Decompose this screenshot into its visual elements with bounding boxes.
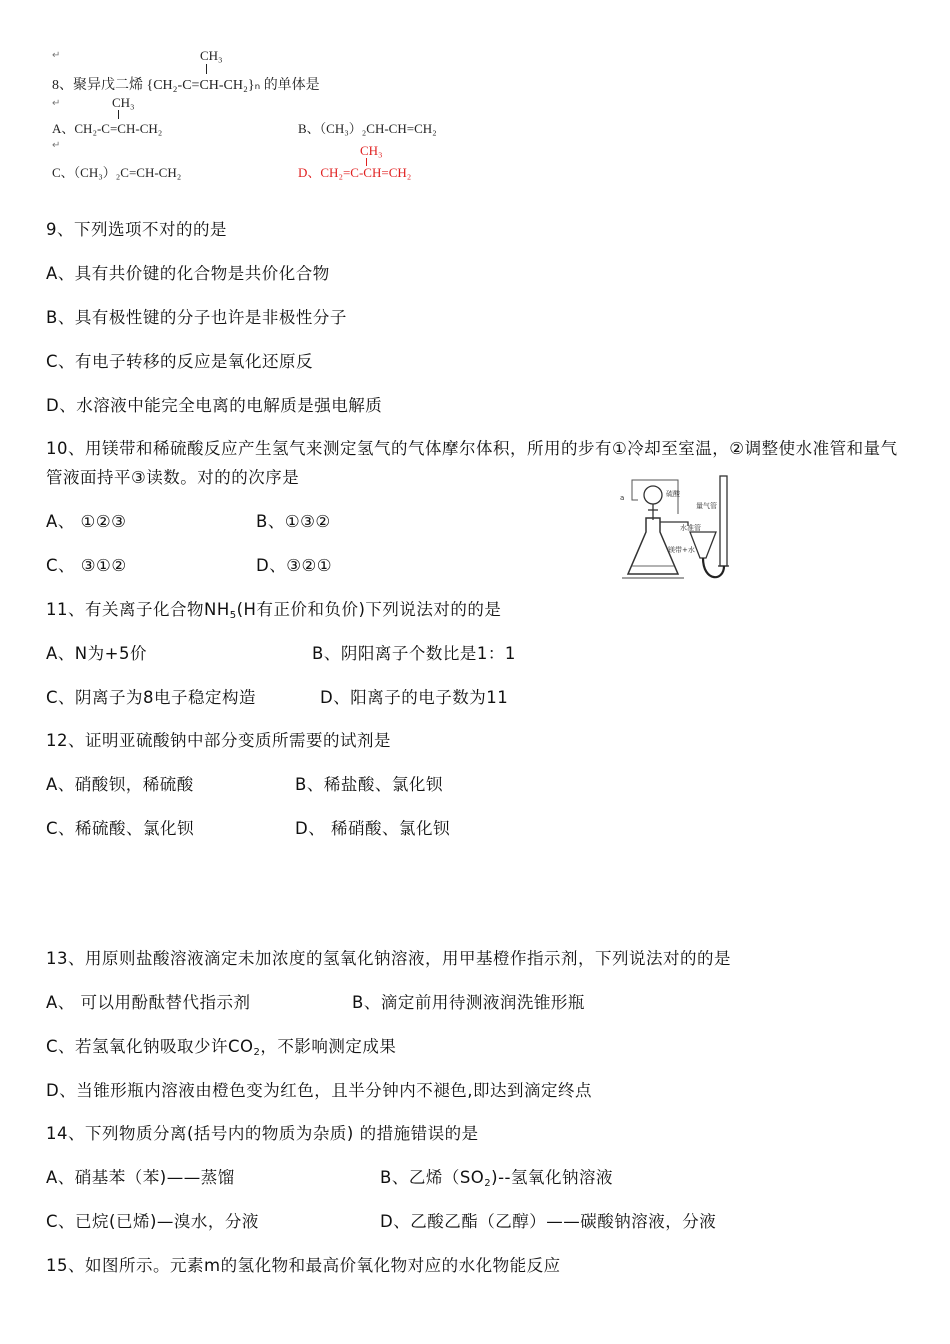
q9-option-b: B、具有极性键的分子也许是非极性分子 xyxy=(46,308,347,327)
q11-stem xyxy=(46,600,501,626)
gas-measurement-apparatus xyxy=(618,470,748,585)
q8-bond-line xyxy=(206,64,207,74)
figure-label-mg: 镁带+水 xyxy=(668,546,695,554)
q9-option-d: D、水溶液中能完全电离的电解质是强电解质 xyxy=(46,396,383,415)
q14-b-sub: 2 xyxy=(484,1178,492,1189)
q11-stem-prefix: 11、有关离子化合物NH xyxy=(46,600,230,619)
q8-option-d: D、CH₂=C-CH=CH₂ xyxy=(298,165,412,180)
paragraph-mark: ↵ xyxy=(52,98,61,109)
q8-polymer: {CH₂-C=CH-CH₂}ₙ xyxy=(146,78,261,93)
q8-stem-suffix: 的单体是 xyxy=(263,78,320,93)
q13-option-d: D、当锥形瓶内溶液由橙色变为红色，且半分钟内不褪色,即达到滴定终点 xyxy=(46,1081,592,1100)
q11-option-c: C、阴离子为8电子稳定构造 xyxy=(46,688,257,707)
q12-option-c: C、稀硫酸、氯化钡 xyxy=(46,819,195,838)
figure-label-a: a xyxy=(620,494,625,502)
q13-option-a: A、 可以用酚酞替代指示剂 xyxy=(46,993,251,1012)
q11-option-b: B、阴阳离子个数比是1：1 xyxy=(312,644,516,663)
q11-option-a: A、N为+5价 xyxy=(46,644,147,663)
q14-option-d: D、乙酸乙酯（乙醇）——碳酸钠溶液，分液 xyxy=(380,1212,717,1231)
q13-c-sub: 2 xyxy=(253,1047,261,1058)
q13-c-prefix: C、若氢氧化钠吸取少许CO xyxy=(46,1037,254,1056)
q14-b-prefix: B、乙烯（SO xyxy=(380,1168,485,1187)
q13-stem: 13、用原则盐酸溶液滴定未加浓度的氢氧化钠溶液，用甲基橙作指示剂，下列说法对的的是 xyxy=(46,949,731,968)
figure-label-acid: 硫酸 xyxy=(666,490,680,498)
q13-option-b: B、滴定前用待测液润洗锥形瓶 xyxy=(352,993,585,1012)
q14-option-c: C、已烷(已烯)—溴水，分液 xyxy=(46,1212,259,1231)
q8-stem-prefix: 8、聚异戊二烯 xyxy=(52,78,143,93)
q10-option-a: A、 ①②③ xyxy=(46,512,127,531)
q10-option-b: B、①③② xyxy=(256,512,331,531)
q9-stem: 9、下列选项不对的的是 xyxy=(46,220,227,239)
q12-option-b: B、稀盐酸、氯化钡 xyxy=(295,775,443,794)
q9-option-c: C、有电子转移的反应是氧化还原反 xyxy=(46,352,314,371)
figure-label-gas-tube: 量气管 xyxy=(696,502,717,510)
q14-option-b xyxy=(380,1168,613,1194)
q15-stem: 15、如图所示。元素m的氢化物和最高价氧化物对应的水化物能反应 xyxy=(46,1256,561,1275)
q10-option-c: C、 ③①② xyxy=(46,556,127,575)
q10-option-d: D、③②① xyxy=(256,556,333,575)
q8-option-b: B、（CH₃）₂CH-CH=CH₂ xyxy=(298,121,437,136)
q12-option-a: A、硝酸钡，稀硫酸 xyxy=(46,775,194,794)
q9-option-a: A、具有共价键的化合物是共价化合物 xyxy=(46,264,330,283)
q8-d-ch3: CH₃ xyxy=(360,143,383,158)
q14-b-suffix: )--氢氧化钠溶液 xyxy=(491,1168,614,1187)
figure-label-level-tube: 水准管 xyxy=(680,524,701,532)
q8-option-c: C、（CH₃）₂C=CH-CH₂ xyxy=(52,165,182,180)
q11-stem-sub: 5 xyxy=(229,610,237,621)
q8-ch3-top: CH₃ xyxy=(200,48,223,63)
q11-option-d: D、阳离子的电子数为11 xyxy=(320,688,509,707)
q11-stem-suffix: (H有正价和负价)下列说法对的的是 xyxy=(236,600,502,619)
q12-stem: 12、证明亚硫酸钠中部分变质所需要的试剂是 xyxy=(46,731,391,750)
q13-c-suffix: ，不影响测定成果 xyxy=(260,1037,397,1056)
q8-option-a: A、CH₂-C=CH-CH₂ xyxy=(52,121,163,136)
paragraph-mark: ↵ xyxy=(52,140,61,151)
q8-a-ch3: CH₃ xyxy=(112,95,135,110)
q12-option-d: D、 稀硝酸、氯化钡 xyxy=(295,819,450,838)
q10-stem: 10、用镁带和稀硫酸反应产生氢气来测定氢气的气体摩尔体积，所用的步有①冷却至室温，②调整使水准管和量气管液面持平③读数。对的的次序是 xyxy=(46,439,898,487)
q14-option-a: A、硝基苯（苯)——蒸馏 xyxy=(46,1168,235,1187)
q8-stem xyxy=(52,74,320,94)
q13-option-c xyxy=(46,1037,396,1063)
q14-stem: 14、下列物质分离(括号内的物质为杂质) 的措施错误的是 xyxy=(46,1124,479,1143)
paragraph-mark: ↵ xyxy=(52,50,61,61)
